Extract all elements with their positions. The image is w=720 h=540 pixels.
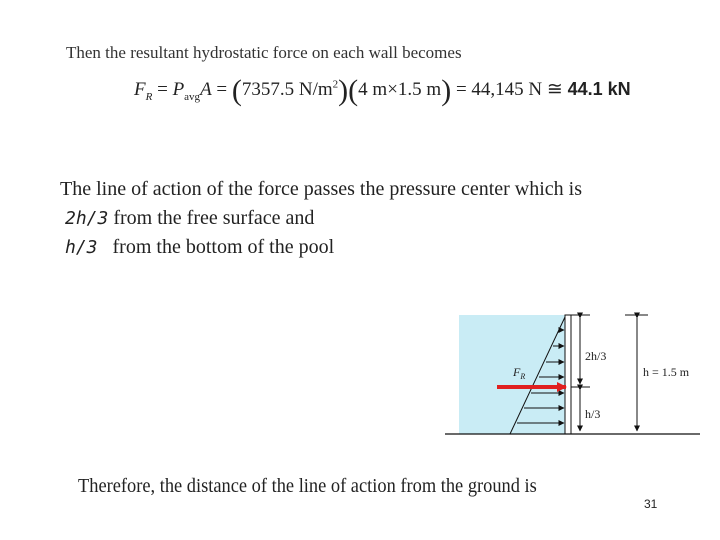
height-label: h = 1.5 m bbox=[643, 365, 690, 379]
line-of-action-line1: The line of action of the force passes the pressure center which is bbox=[60, 178, 583, 200]
line-of-action-line3: from the bottom of the pool bbox=[112, 236, 335, 258]
therefore-text: Therefore, the distance of the line of action from the ground is bbox=[78, 475, 537, 497]
upper-dimension-label: 2h/3 bbox=[585, 349, 607, 363]
eq-pressure-exponent: 2 bbox=[332, 78, 339, 91]
eq-result-newtons: 44,145 N bbox=[471, 79, 543, 100]
eq-area-var: A bbox=[200, 79, 212, 100]
water-region bbox=[459, 315, 565, 434]
eq-pressure-value: 7357.5 N/m bbox=[241, 79, 333, 100]
two-thirds-h-symbol: 2ℎ/3 bbox=[65, 208, 109, 229]
eq-approx-symbol: ≅ bbox=[546, 79, 563, 100]
eq-force-var: F bbox=[134, 79, 146, 100]
eq-dimensions: 4 m×1.5 m bbox=[358, 79, 442, 100]
force-equation: $F_R = P_{avg}A = (7357.5$ $N/m^2)(4$ m×1.5 m) = 44,145 N ≅ 44.1 kN bbox=[134, 74, 631, 107]
eq-result-kn: 44.1 kN bbox=[567, 79, 631, 99]
line-of-action-line2: from the free surface and bbox=[113, 207, 315, 229]
one-third-h-symbol: ℎ/3 bbox=[65, 237, 98, 258]
eq-pressure-var: P bbox=[172, 79, 185, 100]
eq-pressure-sub: avg bbox=[184, 90, 201, 103]
pool-wall bbox=[565, 315, 571, 434]
page-number: 31 bbox=[644, 497, 658, 511]
lower-dimension-label: h/3 bbox=[585, 407, 601, 421]
eq-force-sub: R bbox=[145, 90, 153, 103]
intro-text: Then the resultant hydrostatic force on each wall becomes bbox=[66, 43, 462, 62]
force-label: $F_R$ bbox=[513, 365, 526, 381]
